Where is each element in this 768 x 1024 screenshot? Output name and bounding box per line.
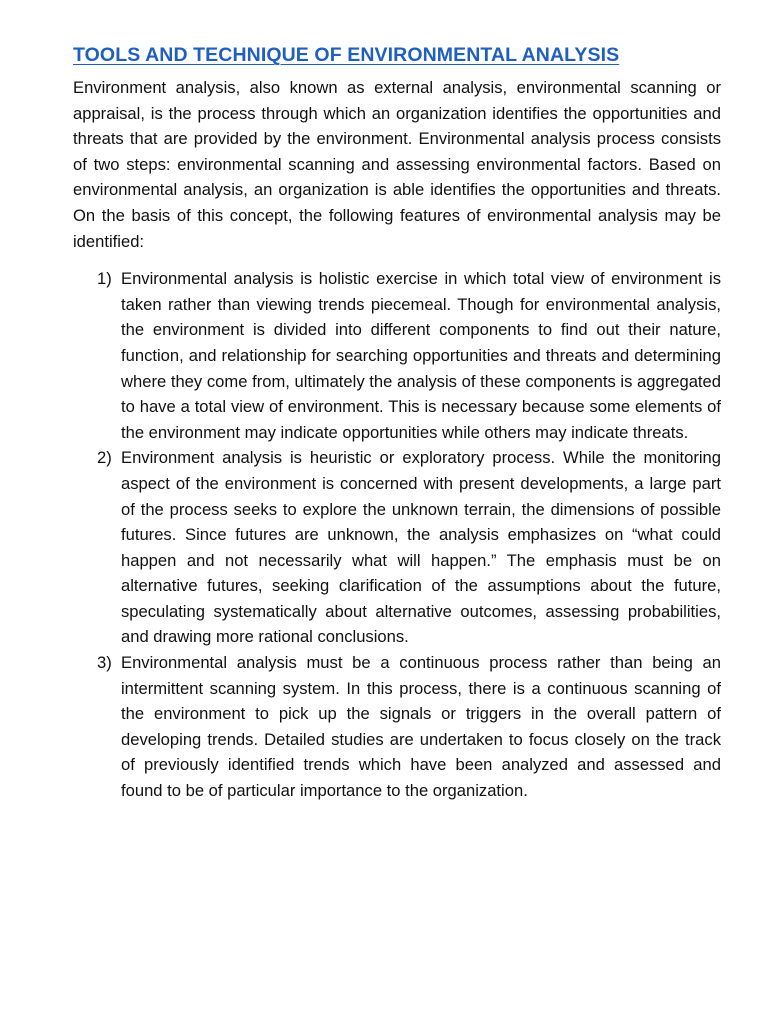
intro-paragraph: Environment analysis, also known as external analysis, environmental scanning or appraisal, is the process through which an organization identifies the opportunities and threats that are provided by the environment. Environmental analysis process consists of two steps: environmental scanning and assessing environmental factors. Based on environmental analysis, an organization is able identifies the opportunities and threats. On the basis of this concept, the following features of environmental analysis may be identified: — [73, 78, 721, 251]
document-page — [73, 44, 721, 804]
list-item — [73, 445, 721, 650]
features-list — [73, 266, 721, 803]
list-item-text: Environmental analysis must be a continuous process rather than being an intermittent scanning system. In this process, there is a continuous scanning of the environment to pick up the signals or triggers in the overall pattern of developing trends. Detailed studies are undertaken to focus closely on the track of previously identified trends which have been analyzed and assessed and found to be of particular importance to the organization. — [121, 653, 721, 801]
list-item-number: 1) — [97, 269, 112, 289]
list-item-text: Environment analysis is heuristic or exploratory process. While the monitoring aspect of the environment is concerned with present developments, a large part of the process seeks to explore the unknown terrain, the dimensions of possible futures. Since futures are unknown, the analysis emphasizes on “what could happen and not necessarily what will happen.” The emphasis must be on alternative futures, seeking clarification of the assumptions about the future, speculating systematically about alternative outcomes, assessing probabilities, and drawing more rational conclusions. — [121, 448, 721, 647]
document-title: TOOLS AND TECHNIQUE OF ENVIRONMENTAL ANALYSIS — [73, 44, 620, 66]
list-item — [73, 266, 721, 445]
list-item-number: 3) — [97, 653, 112, 673]
list-item-number: 2) — [97, 448, 112, 468]
list-item — [73, 650, 721, 804]
list-item-text: Environmental analysis is holistic exercise in which total view of environment is taken rather than viewing trends piecemeal. Though for environmental analysis, the environment is divided into different components to find out their nature, function, and relationship for searching opportunities and threats and determining where they come from, ultimately the analysis of these components is aggregated to have a total view of environment. This is necessary because some elements of the environment may indicate opportunities while others may indicate threats. — [121, 269, 721, 442]
